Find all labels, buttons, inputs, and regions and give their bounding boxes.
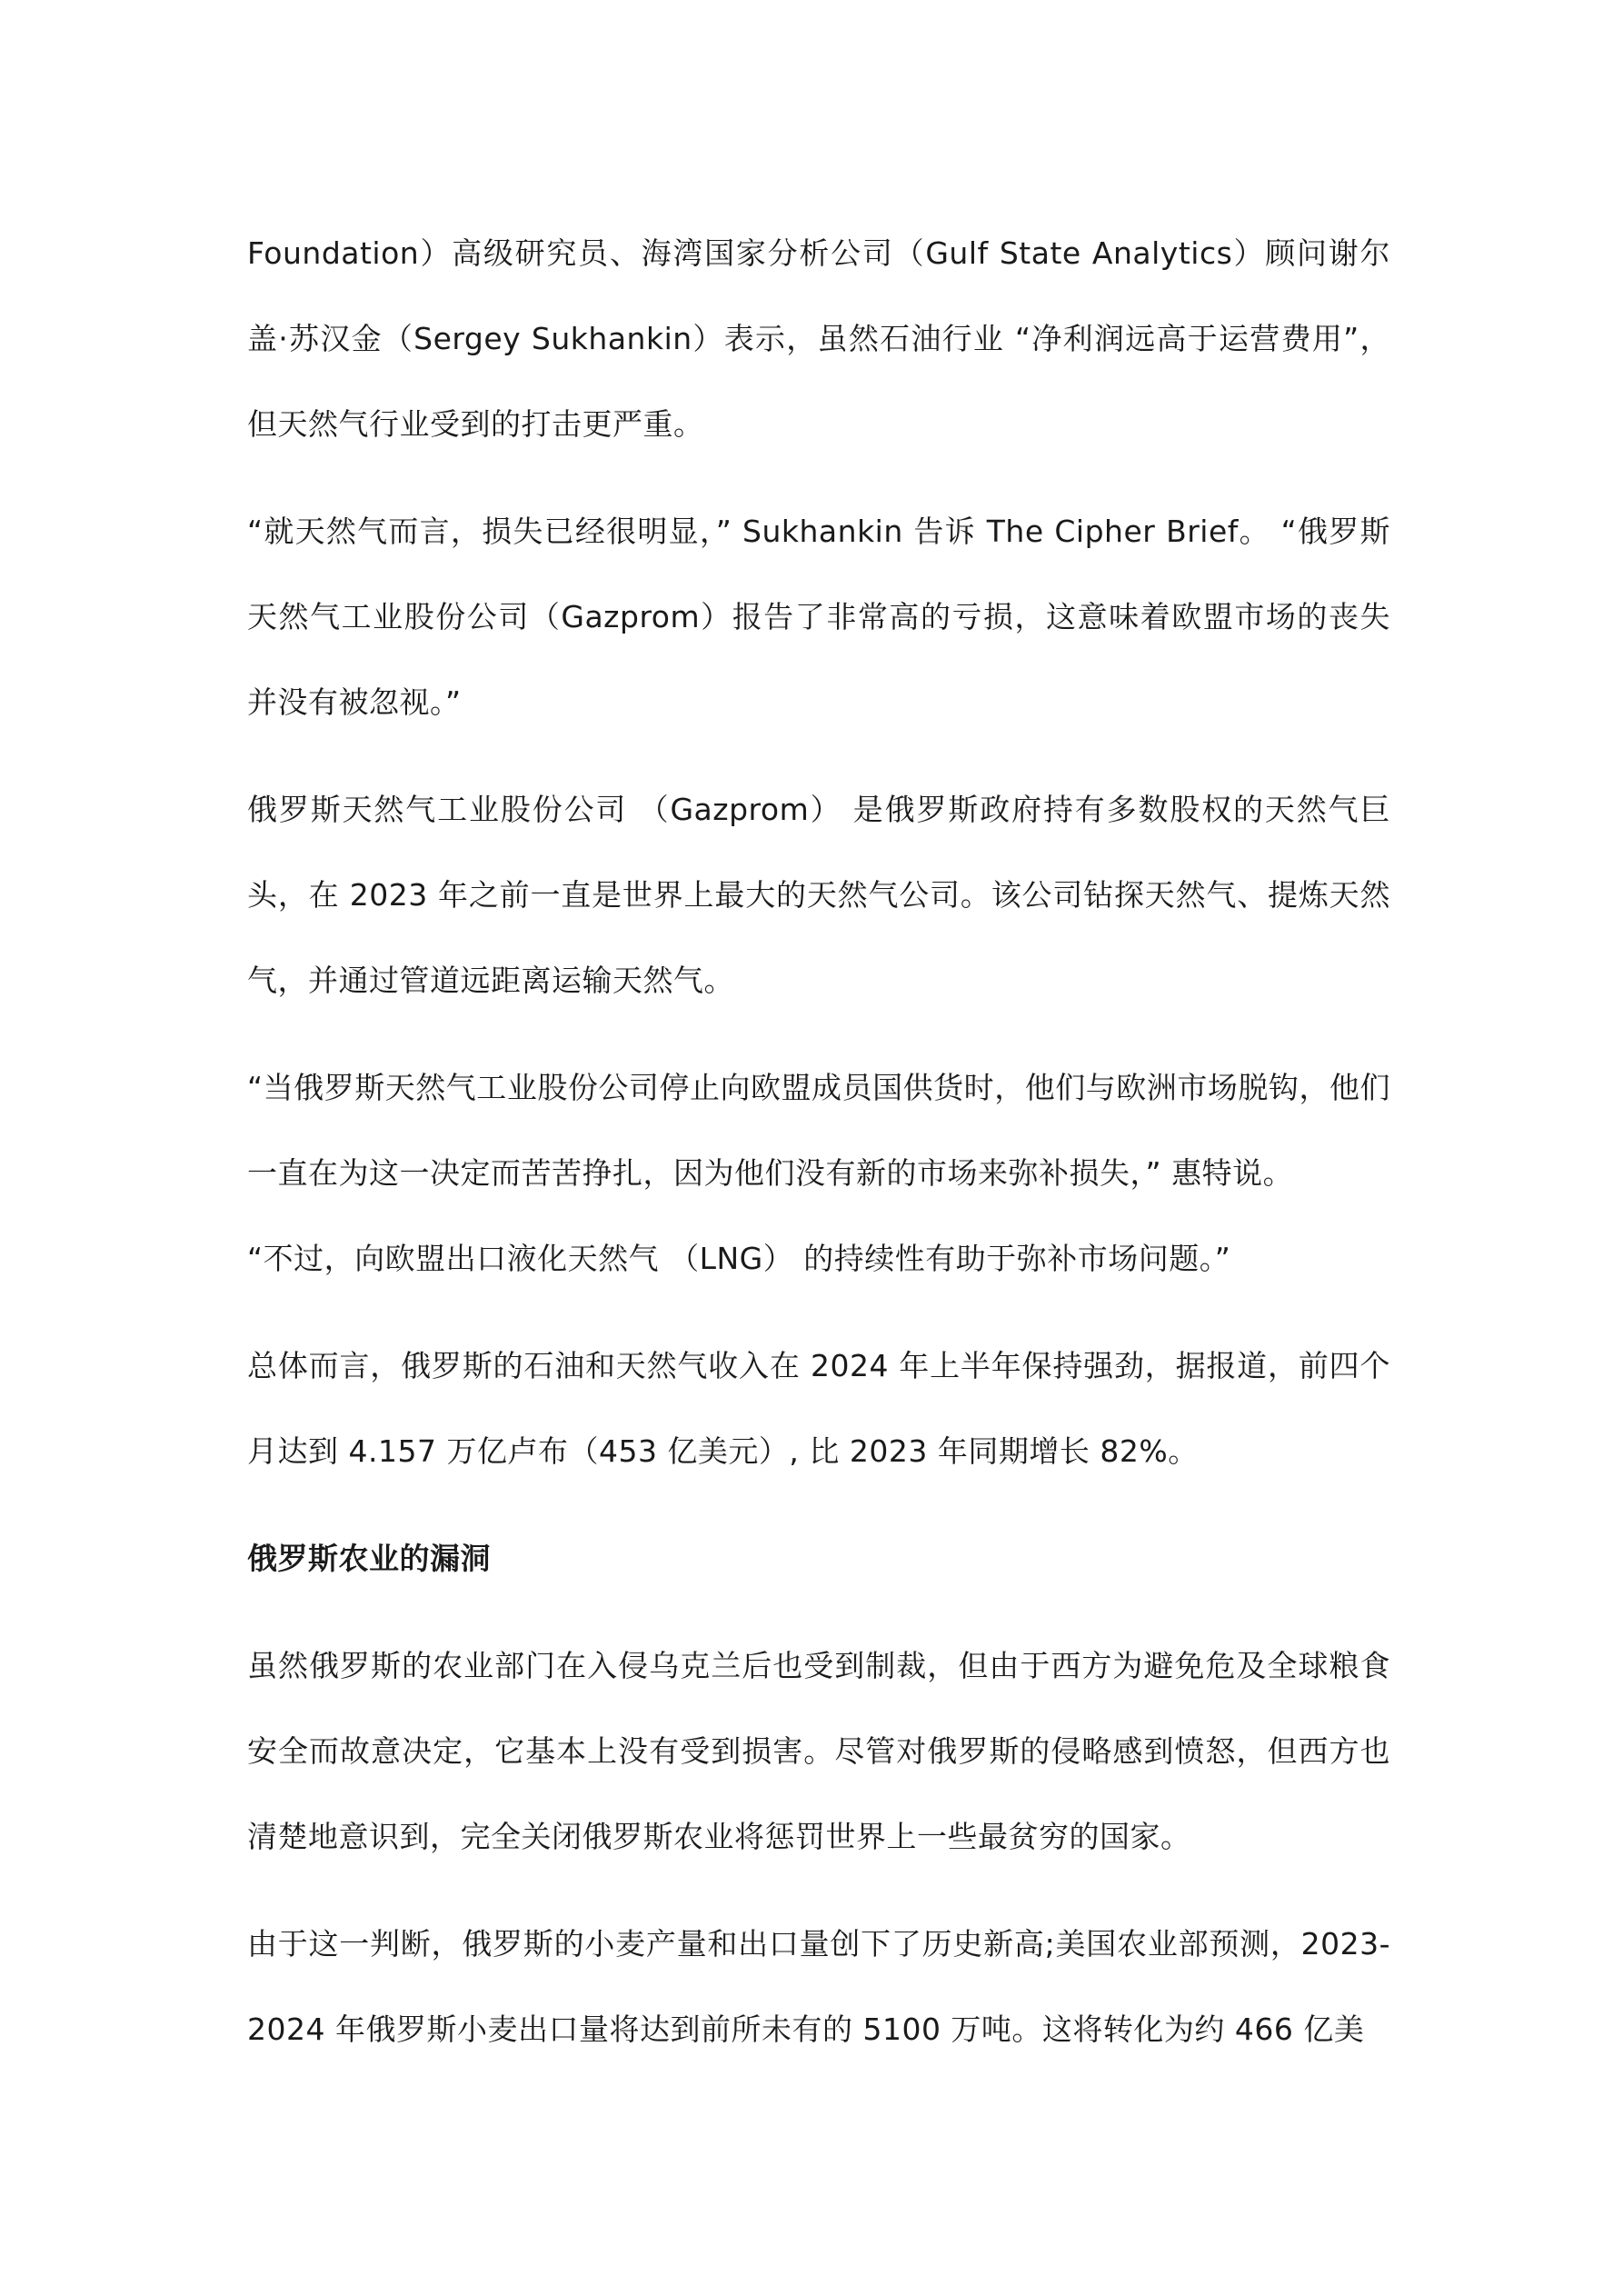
paragraph-revenue-summary: 总体而言，俄罗斯的石油和天然气收入在 2024 年上半年保持强劲，据报道，前四个月达到 4.157 万亿卢布（453 亿美元）, 比 2023 年同期增长 82%。 (247, 1348, 1390, 1469)
paragraph-whitt-quote: “当俄罗斯天然气工业股份公司停止向欧盟成员国供货时，他们与欧洲市场脱钩，他们一直在为这一决定而苦苦挣扎，因为他们没有新的市场来弥补损失，” 惠特说。 (247, 1070, 1390, 1191)
section-heading-agriculture: 俄罗斯农业的漏洞 (247, 1541, 491, 1576)
paragraph-lng-quote: “不过，向欧盟出口液化天然气 （LNG） 的持续性有助于弥补市场问题。” (247, 1241, 1231, 1276)
paragraph-gazprom-description: 俄罗斯天然气工业股份公司 （Gazprom） 是俄罗斯政府持有多数股权的天然气巨头，在 2023 年之前一直是世界上最大的天然气公司。该公司钻探天然气、提炼天然气，并通过管道远距离运输天然气。 (247, 792, 1390, 998)
paragraph-sukhankin-quote: “就天然气而言，损失已经很明显，” Sukhankin 告诉 The Cipher Brief。 “俄罗斯天然气工业股份公司（Gazprom）报告了非常高的亏损，这意味着欧盟市场的丧失并没有被忽视。” (247, 514, 1390, 720)
paragraph-sukhankin-statement: Foundation）高级研究员、海湾国家分析公司（Gulf State Analytics）顾问谢尔盖·苏汉金（Sergey Sukhankin）表示，虽然石油行业 “净利润远高于运营费用”，但天然气行业受到的打击更严重。 (247, 235, 1390, 442)
document-body (247, 211, 1390, 2094)
paragraph-wheat-exports: 由于这一判断，俄罗斯的小麦产量和出口量创下了历史新高;美国农业部预测，2023-2024 年俄罗斯小麦出口量将达到前所未有的 5100 万吨。这将转化为约 466 亿美 (247, 1926, 1390, 2047)
paragraph-agriculture-sanctions: 虽然俄罗斯的农业部门在入侵乌克兰后也受到制裁，但由于西方为避免危及全球粮食安全而故意决定，它基本上没有受到损害。尽管对俄罗斯的侵略感到愤怒，但西方也清楚地意识到，完全关闭俄罗斯农业将惩罚世界上一些最贫穷的国家。 (247, 1648, 1390, 1854)
